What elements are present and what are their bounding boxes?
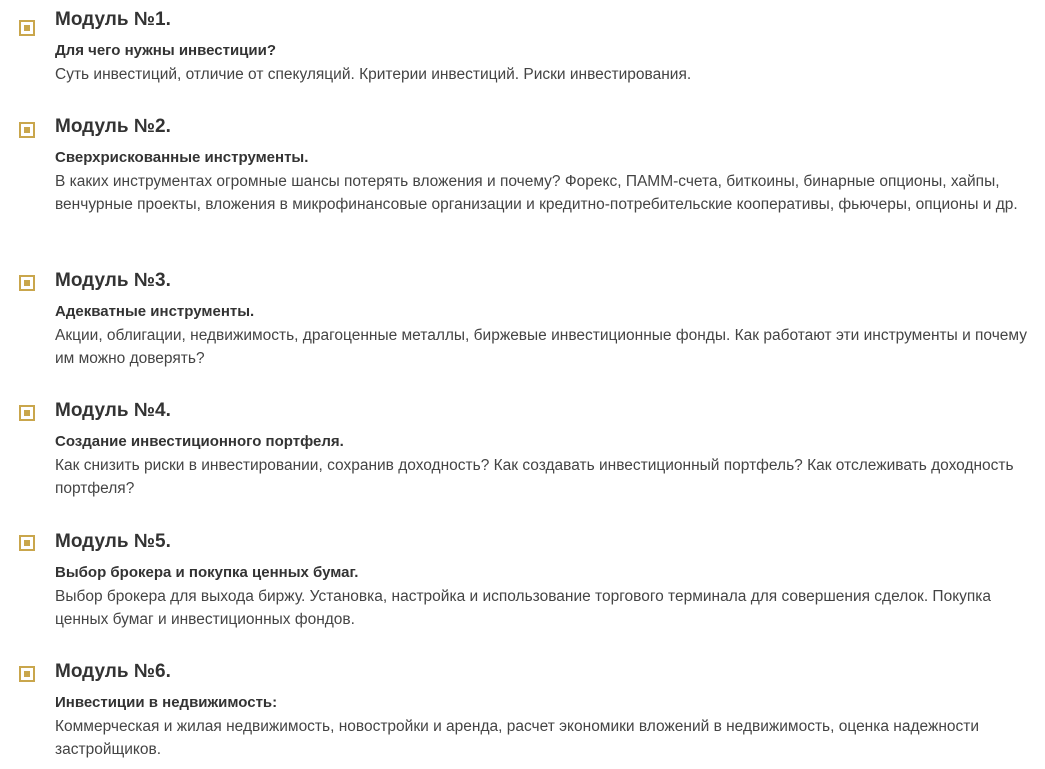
module-subtitle: Сверхрискованные инструменты. xyxy=(55,149,309,166)
module-description: В каких инструментах огромные шансы потерять вложения и почему? Форекс, ПАММ-счета, биткоины, бинарные опционы, хайпы, венчурные проекты, вложения в микрофинансовые организации и кредитно-потребительские кооперативы, фьючеры, опционы и др. xyxy=(55,173,1018,213)
square-bullet-icon xyxy=(19,275,35,291)
module-title: Модуль №1. xyxy=(55,9,171,30)
module-subtitle: Адекватные инструменты. xyxy=(55,303,255,320)
module-subtitle: Для чего нужны инвестиции? xyxy=(55,42,277,59)
module-description: Выбор брокера для выхода биржу. Установка, настройка и использование торгового терминала для совершения сделок. Покупка ценных бумаг и инвестиционных фондов. xyxy=(55,588,992,628)
module-title: Модуль №4. xyxy=(55,400,171,421)
square-bullet-icon xyxy=(19,535,35,551)
module-description: Как снизить риски в инвестировании, сохранив доходность? Как создавать инвестиционный портфель? Как отслеживать доходность портфеля? xyxy=(55,457,1014,497)
module-description: Акции, облигации, недвижимость, драгоценные металлы, биржевые инвестиционные фонды. Как работают эти инструменты и почему им можно доверять? xyxy=(55,327,1027,367)
module-title: Модуль №3. xyxy=(55,270,171,291)
module-title: Модуль №5. xyxy=(55,531,171,552)
module-subtitle: Выбор брокера и покупка ценных бумаг. xyxy=(55,564,359,581)
module-title: Модуль №6. xyxy=(55,661,171,682)
square-bullet-icon xyxy=(19,20,35,36)
square-bullet-icon xyxy=(19,122,35,138)
module-subtitle: Создание инвестиционного портфеля. xyxy=(55,433,344,450)
square-bullet-icon xyxy=(19,405,35,421)
module-subtitle: Инвестиции в недвижимость: xyxy=(55,694,278,711)
module-description: Суть инвестиций, отличие от спекуляций. Критерии инвестиций. Риски инвестирования. xyxy=(55,66,692,83)
module-title: Модуль №2. xyxy=(55,116,171,137)
square-bullet-icon xyxy=(19,666,35,682)
module-description: Коммерческая и жилая недвижимость, новостройки и аренда, расчет экономики вложений в недвижимость, оценка надежности застройщиков. xyxy=(55,718,980,758)
